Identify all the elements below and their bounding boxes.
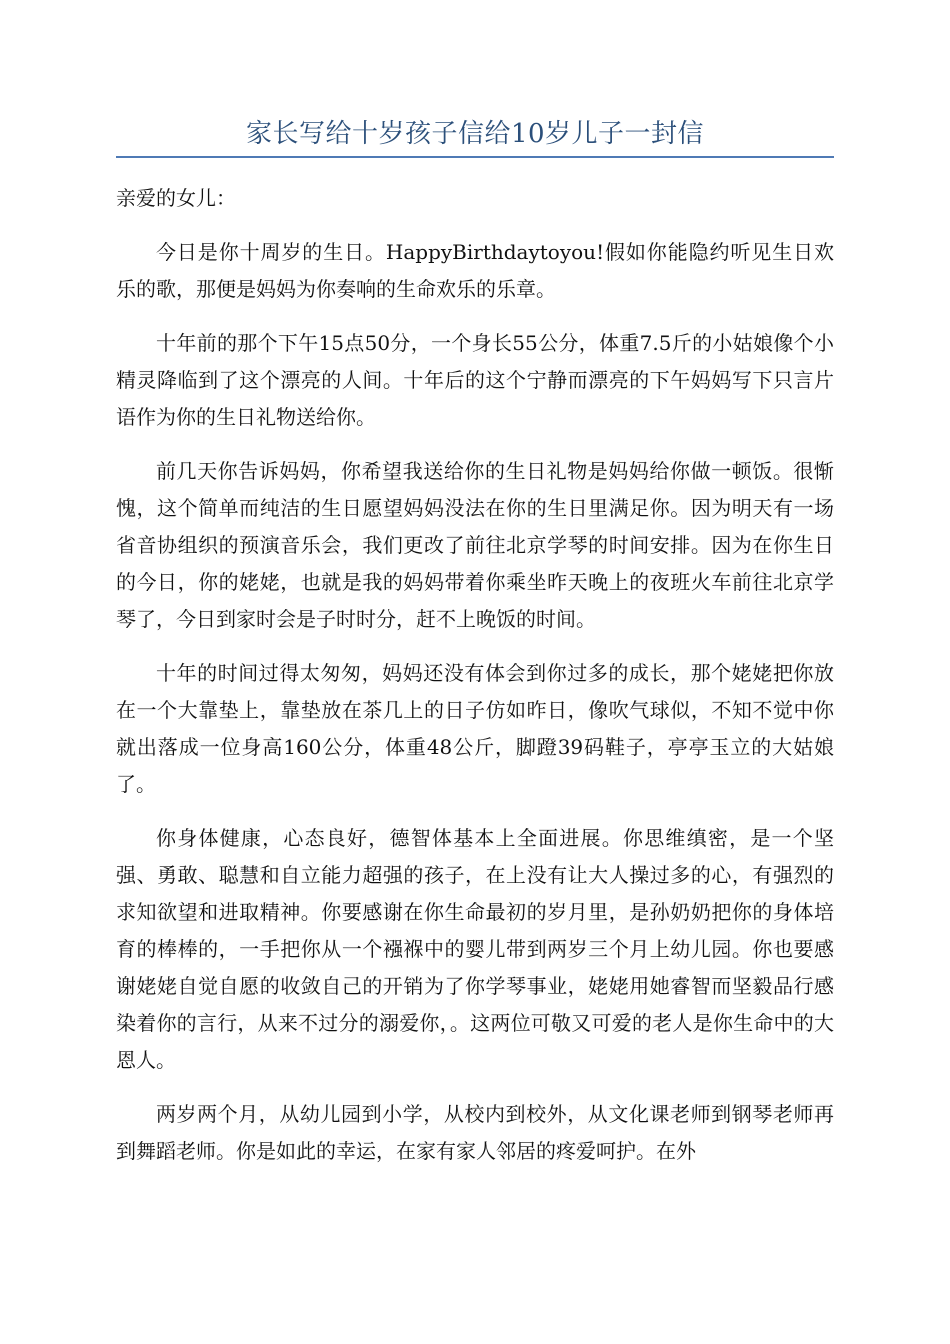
paragraph-1: 今日是你十周岁的生日。HappyBirthdaytoyou!假如你能隐约听见生日欢乐的歌，那便是妈妈为你奏响的生命欢乐的乐章。: [116, 240, 834, 301]
paragraph-2: 十年前的那个下午15点50分，一个身长55公分，体重7.5斤的小姑娘像个小精灵降临到了这个漂亮的人间。十年后的这个宁静而漂亮的下午妈妈写下只言片语作为你的生日礼物送给你。: [116, 331, 834, 429]
paragraph-4: 十年的时间过得太匆匆，妈妈还没有体会到你过多的成长，那个姥姥把你放在一个大靠垫上，靠垫放在茶几上的日子仿如昨日，像吹气球似，不知不觉中你就出落成一位身高160公分，体重48公斤，脚蹬39码鞋子，亭亭玉立的大姑娘了。: [116, 661, 834, 796]
paragraph-3: 前几天你告诉妈妈，你希望我送给你的生日礼物是妈妈给你做一顿饭。很惭愧，这个简单而纯洁的生日愿望妈妈没法在你的生日里满足你。因为明天有一场省音协组织的预演音乐会，我们更改了前往北京学琴的时间安排。因为在你生日的今日，你的姥姥，也就是我的妈妈带着你乘坐昨天晚上的夜班火车前往北京学琴了，今日到家时会是子时时分，赶不上晚饭的时间。: [116, 459, 834, 631]
paragraph-6: 两岁两个月，从幼儿园到小学，从校内到校外，从文化课老师到钢琴老师再到舞蹈老师。你是如此的幸运，在家有家人邻居的疼爱呵护。在外: [116, 1102, 834, 1163]
document-page: [116, 0, 834, 1170]
paragraph-5: 你身体健康，心态良好，德智体基本上全面进展。你思维缜密，是一个坚强、勇敢、聪慧和自立能力超强的孩子，在上没有让大人操过多的心，有强烈的求知欲望和进取精神。你要感谢在你生命最初的岁月里，是孙奶奶把你的身体培育的棒棒的，一手把你从一个襁褓中的婴儿带到两岁三个月上幼儿园。你也要感谢姥姥自觉自愿的收敛自己的开销为了你学琴事业，姥姥用她睿智而坚毅品行感染着你的言行，从来不过分的溺爱你，。这两位可敬又可爱的老人是你生命中的大恩人。: [116, 826, 834, 1072]
salutation: 亲爱的女儿：: [116, 186, 236, 210]
document-title: 家长写给十岁孩子信给10岁儿子一封信: [245, 119, 705, 149]
title-underline: [116, 156, 834, 158]
